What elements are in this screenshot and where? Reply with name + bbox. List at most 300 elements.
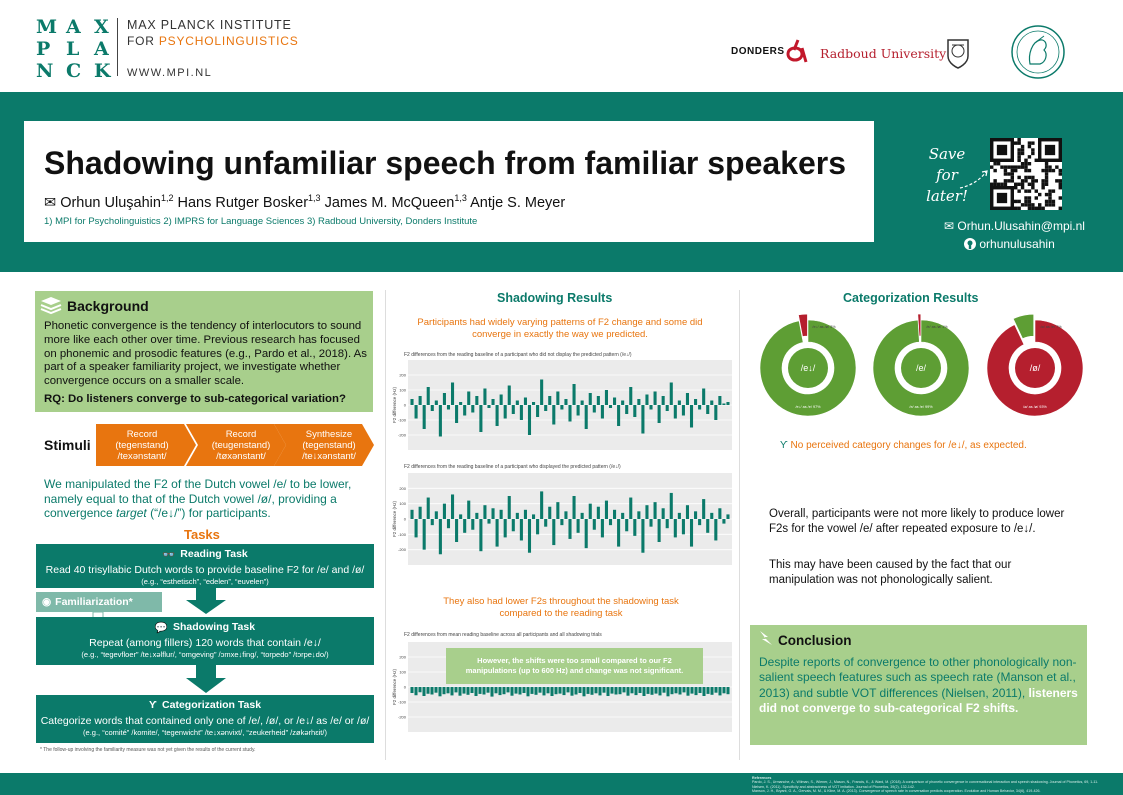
bar — [645, 395, 648, 406]
qr-module — [1024, 165, 1027, 168]
qr-module — [1035, 207, 1038, 210]
reading-task-header — [36, 544, 374, 564]
bar — [666, 405, 669, 411]
bar — [522, 687, 525, 693]
bar — [502, 687, 505, 694]
qr-module — [1035, 189, 1038, 192]
qr-module — [1041, 207, 1044, 210]
categorization-task-examples: (e.g., “comité” /komite/, “tegenwicht” /te↓xənvixt/, “zeukerheid” /zøkərhɛit/) — [83, 728, 327, 737]
reading-task-title: Reading Task — [180, 548, 248, 560]
qr-module — [1017, 176, 1020, 179]
bar — [466, 687, 469, 695]
bar — [431, 519, 434, 525]
bar — [682, 687, 685, 692]
donut-chart-e-down — [758, 312, 858, 420]
bar — [419, 507, 422, 519]
bar — [455, 405, 458, 423]
qr-module — [1031, 141, 1034, 144]
bar — [483, 389, 486, 406]
bar — [474, 687, 477, 696]
bar — [482, 687, 485, 695]
qr-finder-core — [997, 193, 1007, 203]
bar — [438, 687, 441, 696]
bar — [544, 405, 547, 411]
header — [0, 0, 1123, 92]
column-divider — [739, 290, 740, 760]
stimuli-step — [274, 424, 374, 466]
qr-module — [1024, 176, 1027, 179]
bar — [641, 519, 644, 553]
shadowing-task-header — [36, 617, 374, 637]
bar — [450, 687, 453, 695]
step-word: (teugenstand) — [211, 439, 271, 451]
qr-module — [1024, 179, 1027, 182]
bar — [702, 687, 705, 696]
bar — [475, 513, 478, 519]
qr-module — [1031, 183, 1034, 186]
bar — [593, 519, 596, 530]
bar — [471, 519, 474, 530]
qr-module — [1004, 169, 1007, 172]
mpi-name: MAX PLANCK INSTITUTE — [127, 18, 292, 32]
bar — [597, 507, 600, 519]
bar — [534, 687, 537, 695]
qr-module — [1028, 169, 1031, 172]
qr-module — [1048, 203, 1051, 206]
bar — [650, 687, 653, 695]
qr-module — [1021, 145, 1024, 148]
qr-module — [1041, 183, 1044, 186]
qr-module — [1048, 193, 1051, 196]
qr-module — [1035, 196, 1038, 199]
bar — [702, 389, 705, 406]
affiliations: 1) MPI for Psycholinguistics 2) IMPRS for Language Sciences 3) Radboud University, Donders Institute — [44, 216, 478, 227]
bar — [629, 498, 632, 519]
qr-module — [1048, 200, 1051, 203]
bar — [577, 405, 580, 416]
bar — [706, 405, 709, 414]
qr-module — [1007, 179, 1010, 182]
tasks-footnote: * The follow-up involving the familiarity measure was not yet given the results of the current study. — [40, 747, 256, 753]
bar — [602, 687, 605, 693]
background-title: Background — [67, 298, 149, 314]
bar — [726, 402, 729, 405]
bar — [520, 519, 523, 540]
bar — [552, 405, 555, 425]
background-text: Phonetic convergence is the tendency of interlocutors to sound more like each other over time. Previous research has focused on phonemic and prosodic features (e.g., Pardo et al., 2018). As part of a speaker familiarity project, we investigate whether convergence occurs on a smaller scale. — [44, 320, 367, 388]
qr-module — [1011, 176, 1014, 179]
bar — [443, 393, 446, 405]
bar — [434, 687, 437, 693]
qr-module — [1028, 141, 1031, 144]
bar — [662, 396, 665, 405]
qr-module — [1011, 172, 1014, 175]
stimuli-label: Stimuli — [44, 437, 91, 453]
title-box — [24, 121, 874, 242]
bar — [585, 519, 588, 548]
qr-module — [1041, 179, 1044, 182]
qr-module — [1014, 169, 1017, 172]
bar — [654, 392, 657, 406]
bar — [566, 687, 569, 692]
bar — [463, 405, 466, 416]
qr-module — [993, 179, 996, 182]
qr-module — [1007, 172, 1010, 175]
y-tick-label: 200 — [399, 654, 406, 660]
qr-module — [1024, 169, 1027, 172]
bar — [645, 505, 648, 519]
stimuli-step — [96, 424, 196, 466]
bar — [714, 687, 717, 693]
bar — [670, 493, 673, 519]
qr-module — [1017, 189, 1020, 192]
mpi-letter: C — [66, 60, 83, 82]
bar — [618, 687, 621, 694]
bar — [516, 401, 519, 406]
bar — [458, 687, 461, 696]
qr-module — [1031, 186, 1034, 189]
qr-module — [1011, 169, 1014, 172]
bar — [530, 687, 533, 694]
qr-module — [1031, 148, 1034, 151]
bar — [630, 687, 633, 693]
bar — [570, 687, 573, 696]
bar — [491, 399, 494, 405]
bar — [702, 499, 705, 519]
bar — [414, 687, 417, 695]
down-arrow-icon — [186, 665, 226, 693]
qr-module — [1024, 162, 1027, 165]
qr-module — [1017, 165, 1020, 168]
step-ipa: /tøxənstant/ — [216, 450, 266, 462]
shadowing-note-1: Participants had widely varying patterns of F2 change and some did converge in exactly the way we predicted. — [417, 317, 703, 340]
qr-module — [1021, 183, 1024, 186]
bar — [601, 405, 604, 419]
qr-module — [1028, 155, 1031, 158]
bar — [532, 402, 535, 405]
bar — [510, 687, 513, 696]
bar — [686, 505, 689, 519]
shadowing-task-body — [36, 637, 374, 665]
mpi-letter: M — [36, 16, 59, 38]
bar — [410, 687, 413, 693]
bar — [690, 405, 693, 428]
bar — [609, 405, 612, 408]
y-axis-label: F2 difference (Hz) — [392, 501, 397, 537]
overall-text: Overall, participants were not more likely to produce lower F2s for the vowel /e/ after repeated exposure to /e↓/. — [769, 508, 1065, 535]
y-tick-label: -200 — [397, 714, 406, 720]
chart-1-title: F2 differences from the reading baseline of a participant who did not display the predicted pattern (/e↓/) — [404, 352, 632, 358]
qr-module — [1004, 165, 1007, 168]
bar — [686, 393, 689, 405]
mpi-letter: N — [36, 60, 55, 82]
qr-module — [1055, 179, 1058, 182]
y-axis-label: F2 difference (Hz) — [392, 669, 397, 705]
qr-module — [1048, 196, 1051, 199]
bar — [594, 687, 597, 693]
bar — [621, 513, 624, 519]
step-action: Record — [126, 428, 158, 440]
qr-module — [1048, 165, 1051, 168]
y-tick-label: -200 — [397, 432, 406, 438]
flash-icon — [756, 629, 776, 647]
y-tick-label: -100 — [397, 699, 406, 705]
reading-task-examples: (e.g., “esthetisch”, “edelen”, “euvelen”) — [141, 577, 269, 586]
bar — [626, 687, 629, 696]
step-action: Record — [225, 428, 257, 440]
bar — [642, 687, 645, 696]
y-tick-label: 0 — [403, 402, 406, 408]
bar — [625, 519, 628, 531]
bar — [447, 405, 450, 410]
bar — [726, 514, 729, 519]
qr-module — [1007, 165, 1010, 168]
bar — [418, 687, 421, 692]
bar — [427, 387, 430, 405]
bar — [613, 510, 616, 519]
bar — [526, 687, 529, 696]
qr-module — [1017, 159, 1020, 162]
bar — [670, 383, 673, 406]
qr-module — [1045, 193, 1048, 196]
stimuli-step — [186, 424, 286, 466]
bar — [536, 405, 539, 417]
bar — [694, 511, 697, 519]
author: James M. McQueen$^{1,3}$ — [324, 193, 467, 211]
bar — [577, 519, 580, 533]
bar — [690, 687, 693, 694]
y-axis-label: F2 difference (Hz) — [392, 387, 397, 423]
bar — [451, 383, 454, 406]
shadowing-task-examples: (e.g., “tegevfloer” /te↓xəlflur/, “omgeving” /ɔmxe↓fing/, “torpedo” /tɔrpe↓do/) — [81, 650, 329, 659]
split-arrow-icon: Ƴ — [148, 699, 158, 711]
bar — [451, 494, 454, 519]
bar — [524, 510, 527, 519]
qr-module — [1052, 203, 1055, 206]
bar — [586, 687, 589, 694]
radboud-logo-text: Radboud University — [820, 46, 947, 61]
qr-module — [1024, 196, 1027, 199]
bar — [633, 405, 636, 417]
step-ipa: /te↓xənstant/ — [302, 450, 356, 462]
bar — [536, 519, 539, 534]
bar — [459, 402, 462, 405]
background-box — [35, 291, 373, 412]
shadowing-task-text: Repeat (among fillers) 120 words that contain /e↓/ — [89, 637, 321, 649]
qr-module — [1014, 141, 1017, 144]
radboud-seal-icon — [944, 36, 972, 70]
bar — [722, 687, 725, 693]
y-tick-label: 100 — [399, 387, 406, 393]
reference-item: Pardo, J. S., Urmanche, A., Wilman, S., Wiener, J., Mason, N., Francis, K., & Ward, M. (2018). A comparison of phonetic convergence in conversational interaction and speech shadowing. Journal of Phonetics, 69, 1-11. — [752, 780, 1099, 785]
categorization-task-title: Categorization Task — [162, 699, 262, 711]
column-divider — [385, 290, 386, 760]
qr-finder-core — [997, 145, 1007, 155]
bar — [718, 396, 721, 405]
bar — [528, 405, 531, 435]
bar — [666, 687, 669, 696]
bar — [435, 511, 438, 519]
mpi-letter: L — [66, 38, 81, 60]
bar — [686, 687, 689, 696]
qr-module — [1014, 186, 1017, 189]
qr-module — [1011, 179, 1014, 182]
bar — [568, 519, 571, 539]
bar — [504, 405, 507, 419]
bar — [674, 519, 677, 537]
bar — [410, 399, 413, 405]
bar — [722, 519, 725, 524]
qr-module — [1024, 203, 1027, 206]
bar — [467, 501, 470, 519]
tasks-title: Tasks — [184, 527, 220, 542]
shadowing-overlay-note: However, the shifts were too small compared to our F2 manipulations (up to 600 Hz) and change was not significant. — [446, 648, 703, 684]
bar — [498, 687, 501, 695]
qr-module — [1024, 200, 1027, 203]
bar — [514, 687, 517, 694]
qr-module — [990, 183, 993, 186]
bar — [463, 519, 466, 533]
qr-module — [1028, 145, 1031, 148]
dashed-arrow-icon — [958, 168, 990, 190]
bar — [512, 405, 515, 414]
bar — [462, 687, 465, 694]
author: Antje S. Meyer — [470, 194, 566, 211]
qr-module — [1038, 193, 1041, 196]
bar — [494, 687, 497, 693]
bar — [582, 687, 585, 696]
bar — [706, 519, 709, 533]
qr-module — [1045, 203, 1048, 206]
bar — [496, 405, 499, 426]
bar — [726, 687, 729, 694]
qr-module — [1055, 165, 1058, 168]
qr-module — [993, 183, 996, 186]
bar — [658, 405, 661, 423]
qr-module — [997, 162, 1000, 165]
bar — [483, 505, 486, 519]
qr-module — [1045, 179, 1048, 182]
bar — [512, 519, 515, 531]
qr-module — [1017, 183, 1020, 186]
contact-github[interactable] — [964, 237, 1055, 251]
bar — [638, 687, 641, 693]
mpi-website[interactable]: WWW.MPI.NL — [127, 67, 213, 79]
speech-bubbles-icon: 💬 — [154, 621, 168, 634]
glasses-icon: 👓 — [162, 548, 176, 561]
qr-module — [1021, 165, 1024, 168]
qr-module — [1021, 179, 1024, 182]
mpi-letter: P — [36, 38, 52, 60]
y-tick-label: 0 — [403, 516, 406, 522]
bar — [649, 519, 652, 527]
bar — [568, 405, 571, 422]
cause-text: This may have been caused by the fact that our manipulation was not phonologically salient. — [769, 559, 1012, 586]
bar — [564, 399, 567, 405]
bar — [410, 510, 413, 519]
author: Hans Rutger Bosker$^{1,3}$ — [177, 193, 321, 211]
bar — [470, 687, 473, 693]
qr-module — [1045, 176, 1048, 179]
bar — [613, 398, 616, 406]
bar — [581, 401, 584, 406]
qr-module — [1017, 155, 1020, 158]
bar — [500, 395, 503, 406]
bar — [556, 392, 559, 406]
split-arrow-icon: Ƴ — [780, 440, 791, 451]
donders-logo-text: DONDERS — [731, 46, 785, 57]
qr-module — [1048, 189, 1051, 192]
bar — [454, 687, 457, 692]
bar — [528, 519, 531, 553]
bar — [641, 405, 644, 434]
y-tick-label: -100 — [397, 531, 406, 537]
qr-code-icon[interactable] — [990, 138, 1062, 210]
bar — [614, 687, 617, 695]
qr-module — [1031, 176, 1034, 179]
poster-title: Shadowing unfamiliar speech from familiar speakers — [44, 145, 847, 181]
qr-module — [1014, 183, 1017, 186]
bar — [646, 687, 649, 694]
mpi-logo — [36, 16, 116, 80]
categorization-task-text: Categorize words that contained only one of /e/, /ø/, or /e↓/ as /e/ or /ø/ — [40, 715, 370, 727]
qr-module — [1021, 162, 1024, 165]
bar — [654, 502, 657, 519]
qr-module — [1028, 196, 1031, 199]
manipulation-text: We manipulated the F2 of the Dutch vowel /e/ to be lower, namely equal to that of the Dutch vowel /ø/, providing a convergence target (“/e↓/”) for participants. — [44, 477, 352, 521]
familiarization-label: Familiarization* — [55, 596, 133, 608]
bar — [415, 519, 418, 537]
slice-callout: /e↓/ as /ø/ 3% — [812, 325, 836, 329]
reading-task-body — [36, 564, 374, 588]
email-text: Orhun.Ulusahin@mpi.nl — [957, 219, 1085, 233]
bar — [574, 687, 577, 695]
qr-finder-core — [1045, 145, 1055, 155]
step-ipa: /texənstant/ — [117, 450, 167, 462]
y-tick-label: -100 — [397, 417, 406, 423]
bar — [658, 687, 661, 695]
bar — [554, 687, 557, 694]
layers-icon — [40, 295, 62, 315]
bar — [609, 519, 612, 525]
bar — [423, 519, 426, 550]
bar — [524, 398, 527, 406]
qr-module — [1028, 162, 1031, 165]
contact-email[interactable] — [944, 219, 1085, 233]
bar — [558, 687, 561, 694]
y-tick-label: 0 — [403, 684, 406, 690]
bar — [698, 519, 701, 525]
reference-item: Nielsen, K. (2011). Specificity and abstractness of VOT imitation. Journal of Phonetics, 39(2), 132-142. — [752, 784, 915, 789]
bar — [722, 404, 725, 406]
qr-module — [1052, 200, 1055, 203]
categorization-task-header — [36, 695, 374, 715]
bar — [694, 687, 697, 695]
qr-module — [1011, 165, 1014, 168]
slice-callout: /ø/ as /ø/ 93% — [1023, 405, 1047, 409]
shadowing-results-title: Shadowing Results — [497, 291, 613, 305]
slice-callout: /ø/ as /e/ 7% — [1040, 325, 1062, 329]
bar — [621, 401, 624, 406]
y-tick-label: 100 — [399, 501, 406, 507]
qr-module — [1059, 196, 1062, 199]
bar — [542, 687, 545, 695]
qr-module — [1059, 183, 1062, 186]
qr-module — [1041, 169, 1044, 172]
bar — [478, 687, 481, 694]
qr-module — [1021, 203, 1024, 206]
donders-mark-icon — [784, 38, 808, 64]
